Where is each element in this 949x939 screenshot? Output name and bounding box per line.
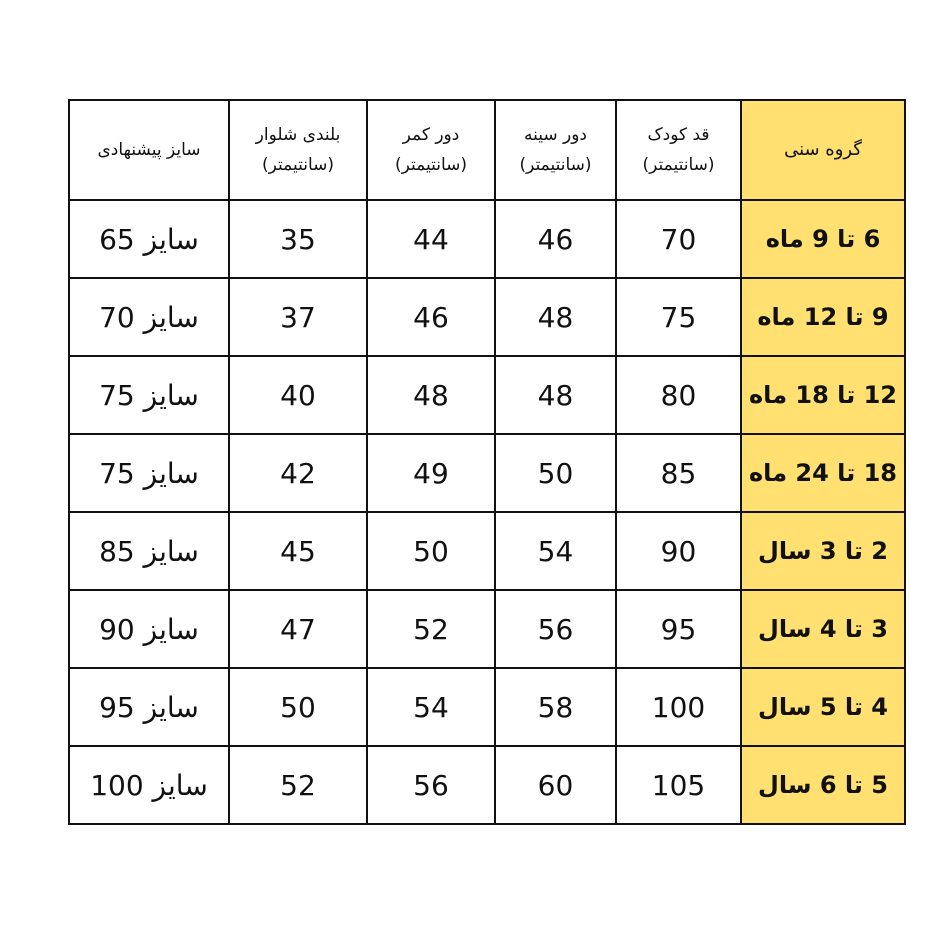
cell-age-group: 18 تا 24 ماه: [741, 434, 905, 512]
cell-chest: 60: [495, 746, 616, 824]
cell-chest: 48: [495, 278, 616, 356]
header-chest-unit: (سانتیمتر): [519, 155, 592, 175]
cell-pants-length: 52: [229, 746, 367, 824]
cell-height: 100: [616, 668, 741, 746]
cell-height: 105: [616, 746, 741, 824]
size-chart-table: [68, 99, 906, 825]
cell-chest: 54: [495, 512, 616, 590]
header-height-unit: (سانتیمتر): [642, 155, 715, 175]
cell-pants-length: 50: [229, 668, 367, 746]
cell-waist: 46: [367, 278, 495, 356]
cell-pants-length: 35: [229, 200, 367, 278]
cell-age-group: 4 تا 5 سال: [741, 668, 905, 746]
cell-height: 70: [616, 200, 741, 278]
cell-suggested-size: سایز 70: [69, 278, 229, 356]
cell-waist: 44: [367, 200, 495, 278]
header-suggested-size: سایز پیشنهادی: [69, 100, 229, 200]
header-pants-length-unit: (سانتیمتر): [261, 155, 335, 175]
table-row: [69, 356, 905, 434]
table-row: [69, 746, 905, 824]
cell-chest: 58: [495, 668, 616, 746]
header-pants-length-title: بلندی شلوار: [255, 125, 341, 145]
cell-height: 80: [616, 356, 741, 434]
cell-waist: 49: [367, 434, 495, 512]
header-waist-title: دور کمر: [402, 125, 460, 145]
cell-chest: 48: [495, 356, 616, 434]
header-age-group: گروه سنی: [741, 100, 905, 200]
cell-waist: 52: [367, 590, 495, 668]
table-row: [69, 668, 905, 746]
cell-height: 90: [616, 512, 741, 590]
header-chest: [495, 100, 616, 200]
cell-chest: 56: [495, 590, 616, 668]
table-row: [69, 434, 905, 512]
cell-age-group: 5 تا 6 سال: [741, 746, 905, 824]
header-height-title: قد کودک: [647, 125, 710, 145]
cell-chest: 50: [495, 434, 616, 512]
cell-suggested-size: سایز 95: [69, 668, 229, 746]
cell-height: 95: [616, 590, 741, 668]
cell-age-group: 9 تا 12 ماه: [741, 278, 905, 356]
cell-chest: 46: [495, 200, 616, 278]
table-row: [69, 512, 905, 590]
cell-waist: 48: [367, 356, 495, 434]
cell-waist: 50: [367, 512, 495, 590]
cell-pants-length: 47: [229, 590, 367, 668]
cell-pants-length: 40: [229, 356, 367, 434]
cell-pants-length: 42: [229, 434, 367, 512]
cell-age-group: 12 تا 18 ماه: [741, 356, 905, 434]
cell-suggested-size: سایز 90: [69, 590, 229, 668]
cell-waist: 54: [367, 668, 495, 746]
cell-height: 85: [616, 434, 741, 512]
header-pants-length: [229, 100, 367, 200]
cell-waist: 56: [367, 746, 495, 824]
cell-age-group: 2 تا 3 سال: [741, 512, 905, 590]
header-chest-title: دور سینه: [523, 125, 587, 145]
header-height: [616, 100, 741, 200]
cell-suggested-size: سایز 75: [69, 434, 229, 512]
cell-suggested-size: سایز 75: [69, 356, 229, 434]
cell-age-group: 6 تا 9 ماه: [741, 200, 905, 278]
cell-suggested-size: سایز 100: [69, 746, 229, 824]
table-row: [69, 278, 905, 356]
table-row: [69, 200, 905, 278]
cell-pants-length: 45: [229, 512, 367, 590]
cell-pants-length: 37: [229, 278, 367, 356]
header-waist: [367, 100, 495, 200]
table-row: [69, 590, 905, 668]
cell-height: 75: [616, 278, 741, 356]
header-waist-unit: (سانتیمتر): [394, 155, 468, 175]
cell-age-group: 3 تا 4 سال: [741, 590, 905, 668]
cell-suggested-size: سایز 85: [69, 512, 229, 590]
cell-suggested-size: سایز 65: [69, 200, 229, 278]
header-row: [69, 100, 905, 200]
